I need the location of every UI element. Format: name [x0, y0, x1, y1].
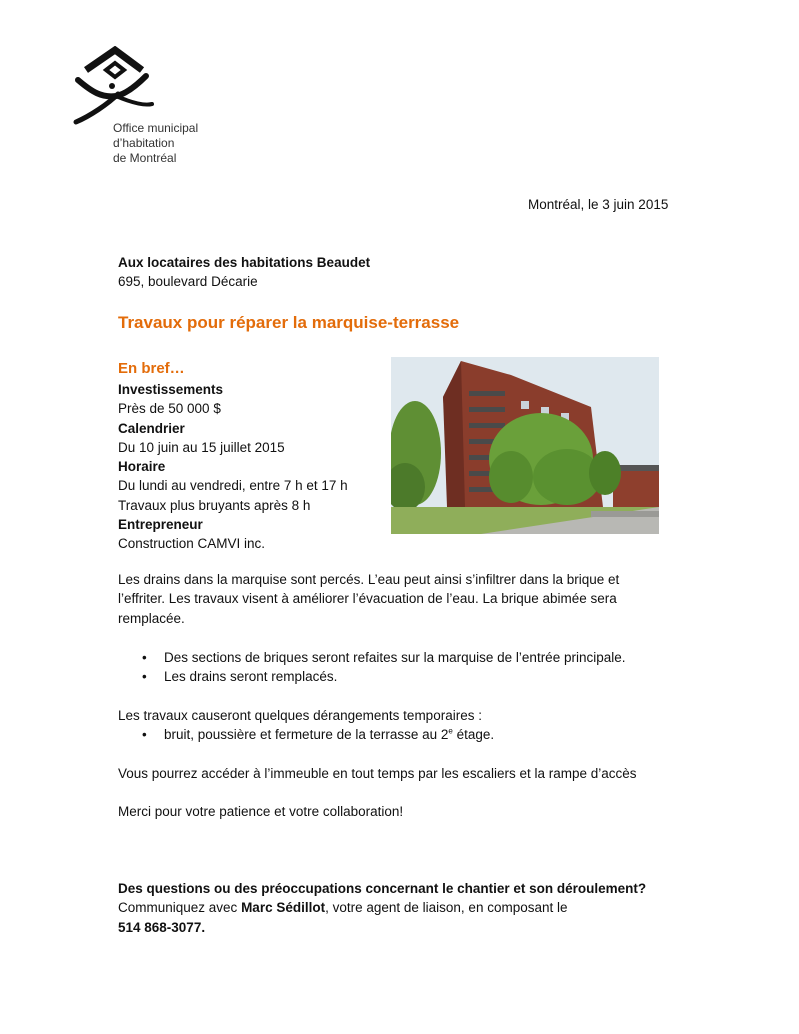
- contact-phone: 514 868-3077.: [118, 919, 206, 935]
- section-heading-en-bref: En bref…: [118, 360, 185, 377]
- list-item-text: Des sections de briques seront refaites sur la marquise de l’entrée principale.: [164, 650, 626, 665]
- paragraph-thanks: Merci pour votre patience et votre collaboration!: [118, 804, 404, 819]
- bullet-list-works: [118, 648, 626, 687]
- brief-value-horaire-2: Travaux plus bruyants après 8 h: [118, 497, 311, 513]
- paragraph-access: Vous pourrez accéder à l’immeuble en tout temps par les escaliers et la rampe d’accès: [118, 766, 637, 781]
- list-item: [118, 648, 626, 667]
- brief-value-horaire-1: Du lundi au vendredi, entre 7 h et 17 h: [118, 478, 348, 494]
- brief-value-investissements: Près de 50 000 $: [118, 401, 221, 417]
- brief-label-entrepreneur: Entrepreneur: [118, 517, 203, 533]
- brief-value-entrepreneur: Construction CAMVI inc.: [118, 536, 266, 552]
- paragraph-drains: [118, 570, 619, 628]
- recipient-block: [118, 253, 370, 292]
- letter-date: Montréal, le 3 juin 2015: [528, 197, 669, 212]
- bullet-icon: •: [142, 669, 147, 685]
- contact-text: Communiquez avec: [118, 900, 242, 916]
- list-item: [118, 667, 626, 686]
- brief-block: [118, 380, 348, 554]
- letter-title: Travaux pour réparer la marquise-terrasse: [118, 313, 460, 332]
- contact-text-end: , votre agent de liaison, en composant le: [325, 900, 568, 916]
- paragraph-line: remplacée.: [118, 610, 185, 626]
- contact-line: [118, 898, 646, 917]
- brief-label-investissements: Investissements: [118, 382, 224, 397]
- logo-line: Office municipal: [113, 121, 199, 135]
- omhm-logo-icon: [72, 46, 156, 128]
- building-photo: [391, 357, 659, 534]
- contact-block: [118, 879, 646, 937]
- list-item-text: Les drains seront remplacés.: [164, 669, 338, 685]
- list-item-text-end: étage.: [452, 727, 495, 742]
- contact-question: Des questions ou des préoccupations concernant le chantier et son déroulement?: [118, 881, 647, 896]
- logo-text: [113, 121, 198, 166]
- paragraph-line: Les drains dans la marquise sont percés. L’eau peut ainsi s’infiltrer dans la brique et: [118, 572, 620, 587]
- bullet-icon: •: [142, 650, 147, 665]
- list-item-text: bruit, poussière et fermeture de la terrasse au 2: [164, 727, 449, 742]
- brief-label-horaire: Horaire: [118, 459, 166, 475]
- brief-value-calendrier: Du 10 juin au 15 juillet 2015: [118, 439, 285, 455]
- superscript-e: e: [448, 726, 453, 736]
- agent-name: Marc Sédillot: [241, 900, 326, 916]
- recipient-name: Aux locataires des habitations Beaudet: [118, 255, 371, 270]
- brief-label-calendrier: Calendrier: [118, 420, 185, 436]
- recipient-address: 695, boulevard Décarie: [118, 274, 258, 290]
- bullet-icon: •: [142, 727, 147, 742]
- logo-line: d’habitation: [113, 136, 175, 150]
- list-item: [118, 725, 494, 744]
- bullet-list-disturbances: [118, 725, 494, 744]
- paragraph-disturbances: Les travaux causeront quelques dérangements temporaires :: [118, 708, 482, 723]
- logo-line: de Montréal: [113, 151, 177, 165]
- paragraph-line: l’effriter. Les travaux visent à améliorer l’évacuation de l’eau. La brique abimée sera: [118, 591, 617, 607]
